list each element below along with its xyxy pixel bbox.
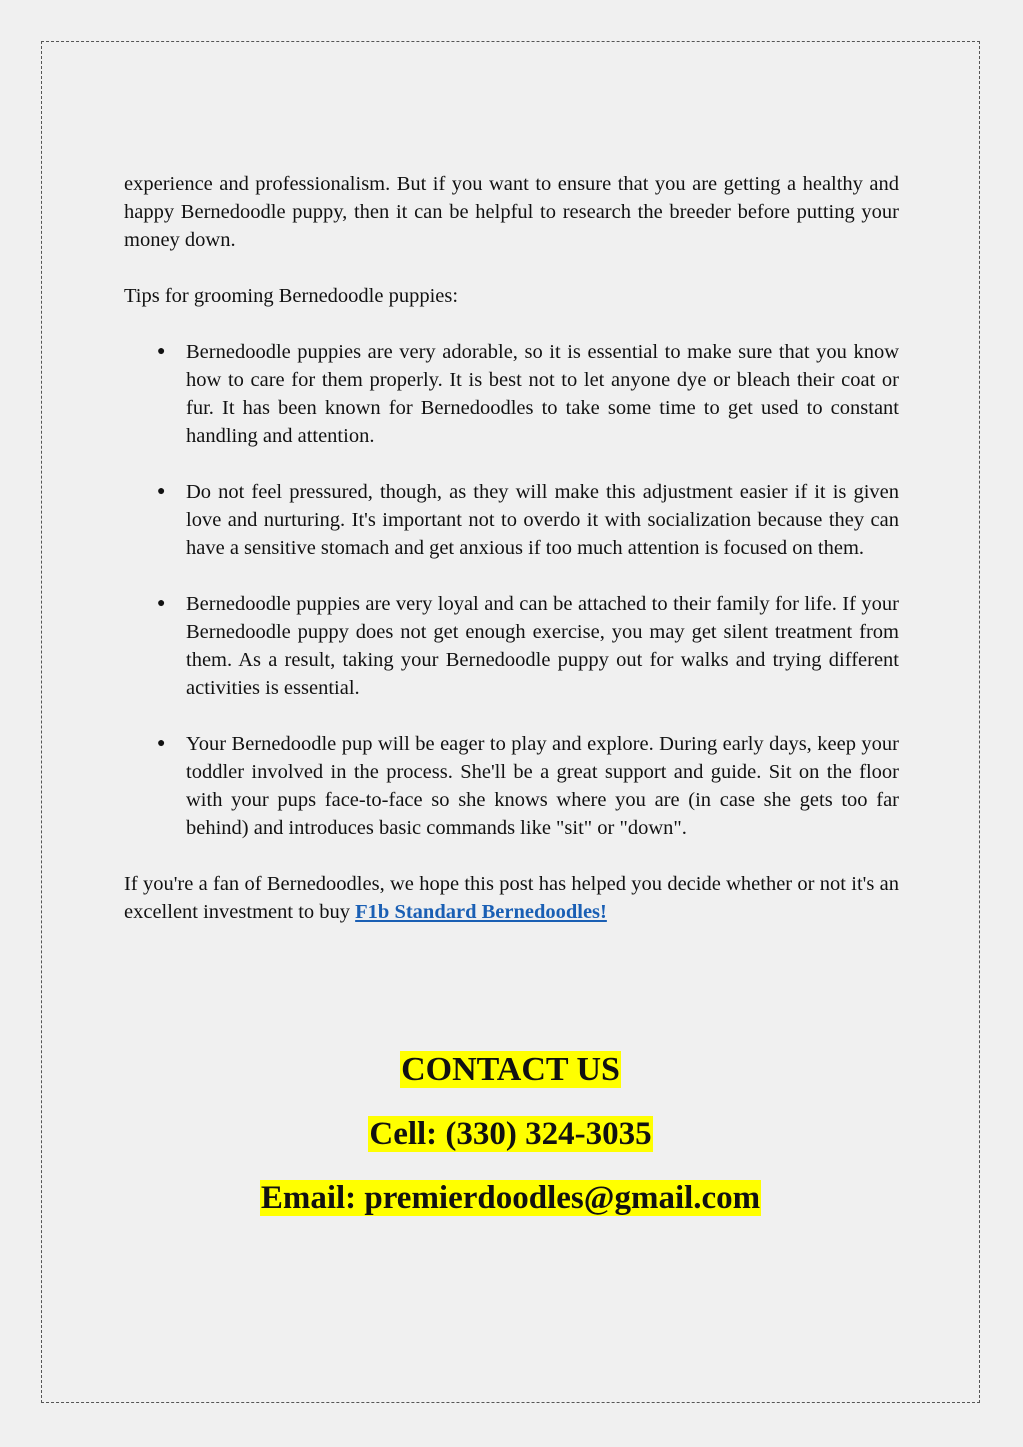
- tips-list: [124, 338, 899, 842]
- email-text: Email: premierdoodles@gmail.com: [260, 1180, 761, 1216]
- tips-heading: Tips for grooming Bernedoodle puppies:: [124, 285, 459, 307]
- bullet-icon: ●: [157, 484, 166, 499]
- tip-text: Your Bernedoodle pup will be eager to play and explore. During early days, keep your toddler involved in the process. She'll be a great support and guide. Sit on the floor with your pups face-to-face so she knows where you are (in case she gets too far behind) and introduces basic commands like "sit" or "down".: [186, 733, 899, 839]
- outro-paragraph: [124, 870, 899, 926]
- outro-text: If you're a fan of Bernedoodles, we hope this post has helped you decide whether or not it's an excellent investment to buy: [124, 873, 899, 923]
- tip-text: Do not feel pressured, though, as they will make this adjustment easier if it is given love and nurturing. It's important not to overdo it with socialization because they can have a sensitive stomach and get anxious if too much attention is focused on them.: [186, 481, 899, 559]
- cell-phone-text: Cell: (330) 324-3035: [369, 1116, 652, 1152]
- contact-email: [41, 1178, 980, 1218]
- bullet-icon: ●: [157, 736, 166, 751]
- list-item: [124, 478, 899, 562]
- list-item: [124, 590, 899, 702]
- bullet-icon: ●: [157, 596, 166, 611]
- list-item: [124, 730, 899, 842]
- document-body: [124, 170, 899, 926]
- list-item: [124, 338, 899, 450]
- intro-paragraph: experience and professionalism. But if you want to ensure that you are getting a healthy and happy Bernedoodle puppy, then it can be helpful to research the breeder before putting your money down.: [124, 173, 899, 251]
- tip-text: Bernedoodle puppies are very adorable, so it is essential to make sure that you know how to care for them properly. It is best not to let anyone dye or bleach their coat or fur. It has been known for Bernedoodles to take some time to get used to constant handling and attention.: [186, 341, 899, 447]
- bullet-icon: ●: [157, 344, 166, 359]
- contact-cell: [41, 1114, 980, 1154]
- contact-heading: [41, 1050, 980, 1090]
- tip-text: Bernedoodle puppies are very loyal and can be attached to their family for life. If your Bernedoodle puppy does not get enough exercise, you may get silent treatment from them. As a result, taking your Bernedoodle puppy out for walks and trying different activities is essential.: [186, 593, 899, 699]
- contact-title-text: CONTACT US: [401, 1051, 620, 1088]
- f1b-standard-bernedoodles-link[interactable]: F1b Standard Bernedoodles!: [355, 901, 607, 923]
